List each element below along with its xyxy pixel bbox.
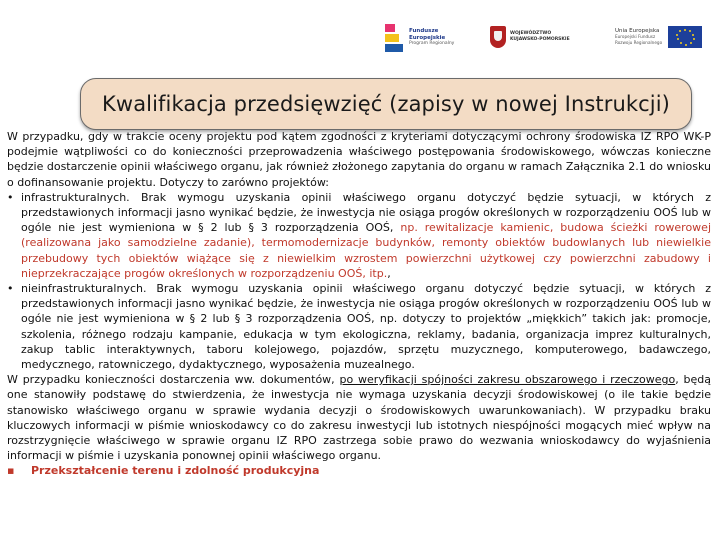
closing-text-underlined: po weryfikacji spójności zakresu obszarowego i rzeczowego <box>339 373 676 387</box>
logo-bar <box>0 12 720 70</box>
ue-logo-line3: Rozwoju Regionalnego <box>615 40 663 45</box>
closing-text-start: W przypadku konieczności dostarczenia ww. dokumentów, <box>7 373 340 387</box>
square-bullet-icon: ▪ <box>7 464 15 478</box>
bullet-text: nieinfrastrukturalnych. Brak wymogu uzyskania opinii właściwego organu dotyczyć będzie sytuacji, w których z przedstawionych informacji jasno wynikać będzie, że inwestycja nie osiąga progów określonych w rozporządzeniu OOŚ lub w ogóle nie jest wymieniona w § 2 lub § 3 rozporządzenia OOŚ, np. dotyczy to projektów „miękkich” takich jak: promocje, szkolenia, różnego rodzaju kampanie, edukacja w tym ekologiczna, reklamy, badania, organizacja imprez kulturalnych, zakup tablic interaktywnych, taboru kolejowego, pojazdów, sprzętu muzycznego, komputerowego, badawczego, medycznego, ratowniczego, dydaktycznego, wyposażenia muzealnego. <box>21 282 711 372</box>
kp-coat-of-arms-icon <box>490 26 506 48</box>
fe-logo-line2: Europejskie <box>409 34 446 41</box>
list-item-non-infrastructure <box>7 281 711 372</box>
kp-logo-line2: KUJAWSKO-POMORSKIE <box>510 37 570 42</box>
bullet-examples-red: np. rewitalizacje kamienic, budowa ścieżki rowerowej (realizowana jako samodzielne zadanie), termomodernizacje budynków, remonty obiektów budowlanych lub niewielkie przebudowy tych obiektów wiążące się z niewielkim wzrostem powierzchni użytkowej czy powierzchni zabudowy i nieprzekraczające progów określonych w rozporządzeniu OOŚ, itp. <box>21 221 712 280</box>
bullet-text: infrastrukturalnych. Brak wymogu uzyskania opinii właściwego organu dotyczyć będzie sytuacji, w których z przedstawionych informacji jasno wynikać będzie, że inwestycja nie osiąga progów określonych w rozporządzeniu OOŚ lub w ogóle nie jest wymieniona w § 2 lub § 3 rozporządzenia OOŚ, <box>21 190 711 235</box>
document-body <box>7 129 711 479</box>
closing-paragraph <box>7 372 711 463</box>
bullet-marker: • <box>7 190 14 204</box>
fe-logo-line1: Fundusze <box>409 28 439 35</box>
eu-flag-icon <box>668 26 702 48</box>
closing-text-end: , będą one stanowiły podstawę do stwierdzenia, że inwestycja nie wymaga uzyskania decyzji środowiskowej (o ile takie będzie stanowisko właściwego organu w sprawie wydania decyzji o środowiskowych uwarunkowaniach). W przypadku braku kluczowych informacji w piśmie wnioskodawcy co do zakresu inwestycji lub istotnych niespójności mogących mieć wpływ na rozstrzygnięcie właściwego w sprawie organu IZ RPO zastrzega sobie prawo do wezwania wnioskodawcy do wyjaśnienia informacji w piśmie i uzyskania ponownej opinii właściwego organu. <box>7 373 712 463</box>
intro-paragraph: W przypadku, gdy w trakcie oceny projektu pod kątem zgodności z kryteriami dotyczącymi ochrony środowiska IZ RPO WK-P podejmie wątpliwości co do konieczności przeprowadzenia właściwego postępowania środowiskowego, wówczas konieczne będzie dostarczenie opinii właściwego organu, jak również złożonego zapytania do organu w ramach Załącznika 2.1 do wniosku o dofinansowanie projektu. Dotyczy to zarówno projektów: <box>7 130 711 189</box>
next-topic-label: Przekształcenie terenu i zdolność produkcyjna <box>31 464 320 478</box>
page-title: Kwalifikacja przedsięwzięć (zapisy w nowej Instrukcji) <box>102 92 670 116</box>
bullet-marker: • <box>7 282 14 296</box>
next-topic-item <box>7 463 711 478</box>
ue-logo-line1: Unia Europejska <box>615 28 660 34</box>
bullet-text-end: , <box>387 266 391 280</box>
kp-logo-line1: WOJEWÓDZTWO <box>510 31 552 36</box>
ue-logo-line2: Europejski Fundusz <box>615 34 656 39</box>
kujawsko-pomorskie-logo <box>490 26 570 48</box>
fe-logo-icon <box>383 22 405 54</box>
list-item-infrastructure <box>7 190 711 281</box>
fundusze-europejskie-logo <box>383 22 454 54</box>
fe-logo-line3: Program Regionalny <box>409 41 455 47</box>
unia-europejska-logo <box>615 26 702 48</box>
title-banner <box>80 78 692 130</box>
